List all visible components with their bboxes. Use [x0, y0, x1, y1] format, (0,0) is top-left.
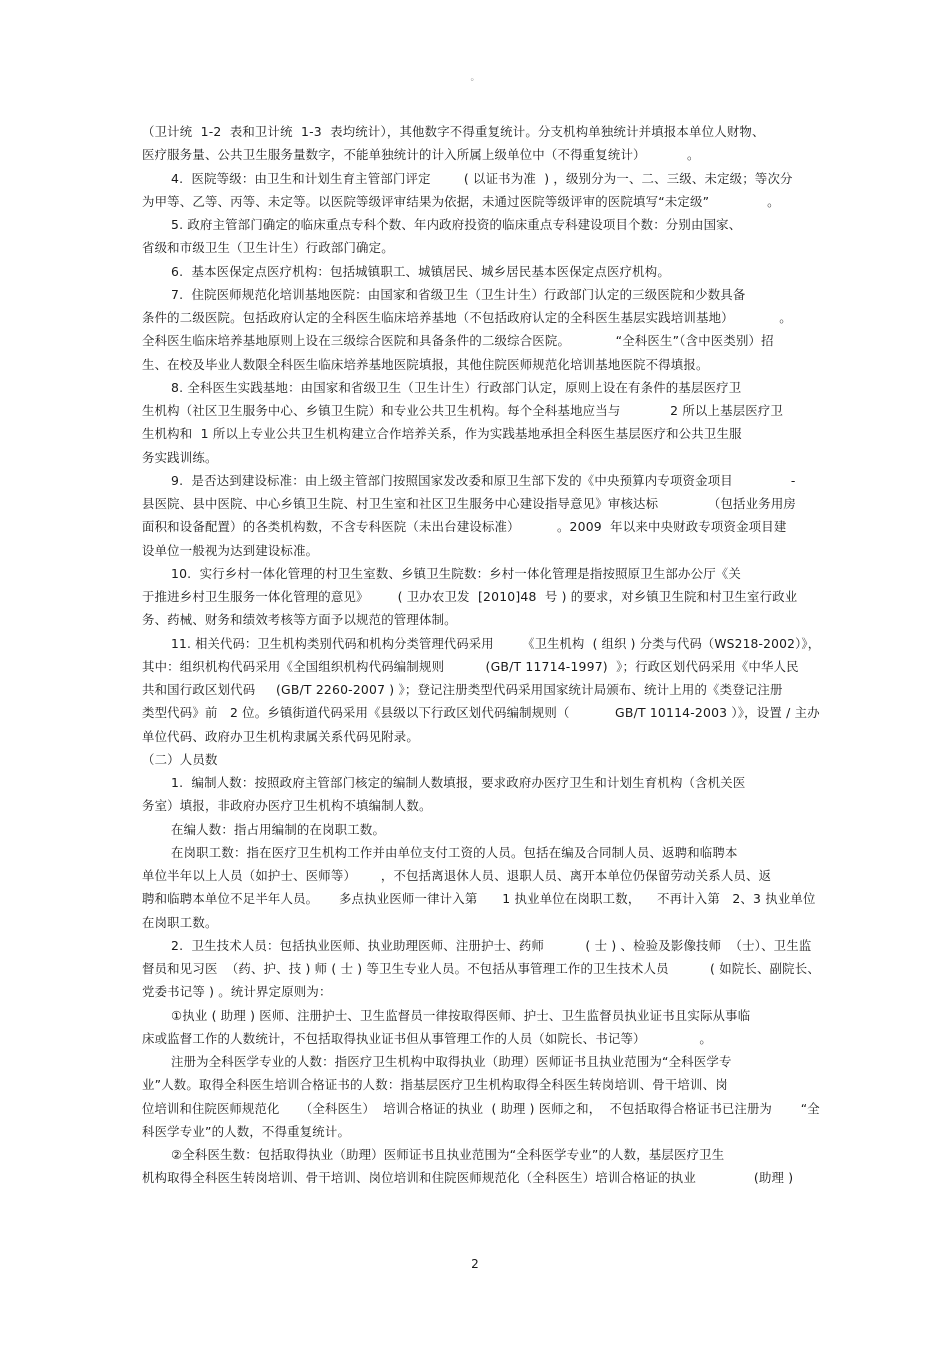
line-text: 单位半年以上人员（如护士、医师等） ，不包括离退休人员、退职人员、离开本单位仍保留劳动关系人员、返	[142, 868, 772, 883]
line-text: 生、在校及毕业人数限全科医生临床培养基地医院填报，其他住院医师规范化培训基地医院不得填报。	[142, 356, 709, 372]
line-text: 共和国行政区划代码 (GB/T 2260-2007 ) 》；登记注册类型代码采用国家统计局颁布、统计上用的《类登记注册	[142, 682, 783, 697]
text-line	[142, 678, 820, 701]
text-line	[142, 887, 820, 910]
text-line	[142, 1004, 820, 1027]
text-line	[142, 957, 820, 980]
text-line	[142, 841, 820, 864]
text-line	[142, 399, 820, 422]
line-text: 于推进乡村卫生服务一体化管理的意见》 ( 卫办农卫发 [2010]48 号 ) 的要求，对乡镇卫生院和村卫生室行政业	[142, 589, 798, 604]
text-line	[142, 1143, 820, 1166]
text-line	[142, 446, 820, 469]
text-line	[142, 1166, 820, 1189]
line-text: 党委书记等 ) 。统计界定原则为：	[142, 984, 332, 1000]
line-text: 类型代码》前 2 位。乡镇街道代码采用《县级以下行政区划代码编制规则（ GB/T 10114-2003 ）》，设置 / 主办	[142, 705, 820, 721]
text-line	[142, 469, 820, 492]
line-text: 在岗职工数：指在医疗卫生机构工作并由单位支付工资的人员。包括在编及合同制人员、返聘和临聘本	[171, 844, 738, 860]
line-text: 6. 基本医保定点医疗机构：包括城镇职工、城镇居民、城乡居民基本医保定点医疗机构。	[171, 263, 670, 279]
line-text: 务实践训练。	[142, 449, 218, 465]
text-line	[142, 353, 820, 376]
line-text: 医疗服务量、公共卫生服务量数字，不能单独统计的计入所属上级单位中（不得重复统计） 。	[142, 147, 700, 163]
line-text: 注册为全科医学专业的人数：指医疗卫生机构中取得执业（助理）医师证书且执业范围为“全科医学专	[171, 1054, 732, 1069]
line-text: （卫计统 1-2 表和卫计统 1-3 表均统计），其他数字不得重复统计。分支机构单独统计并填报本单位人财物、	[142, 124, 765, 139]
text-line	[142, 1097, 820, 1120]
text-line	[142, 980, 820, 1003]
text-line	[142, 1027, 820, 1050]
text-line	[142, 422, 820, 445]
text-line	[142, 1073, 820, 1096]
line-text: 县医院、县中医院、中心乡镇卫生院、村卫生室和社区卫生服务中心建设指导意见》审核达标 （包括业务用房	[142, 496, 797, 511]
header-mark: 。	[470, 73, 480, 83]
line-text: 9. 是否达到建设标准：由上级主管部门按照国家发改委和原卫生部下发的《中央预算内专项资金项目 -	[171, 472, 796, 488]
text-line	[142, 492, 820, 515]
line-text: 科医学专业”的人数，不得重复统计。	[142, 1123, 351, 1139]
text-line	[142, 539, 820, 562]
line-text: 在岗职工数。	[142, 914, 218, 930]
text-line	[142, 143, 820, 166]
text-line	[142, 376, 820, 399]
line-text: 为甲等、乙等、丙等、未定等。以医院等级评审结果为依据，未通过医院等级评审的医院填写“未定级” 。	[142, 193, 780, 209]
line-text: 床或监督工作的人数统计，不包括取得执业证书但从事管理工作的人员（如院长、书记等） 。	[142, 1030, 713, 1046]
text-line	[142, 1050, 820, 1073]
text-line	[142, 306, 820, 329]
document-body	[142, 120, 820, 1190]
text-line	[142, 632, 820, 655]
line-text: 面积和设备配置）的各类机构数，不含专科医院（未出台建设标准） 。2009 年以来中央财政专项资金项目建	[142, 519, 787, 535]
text-line	[142, 190, 820, 213]
text-line	[142, 818, 820, 841]
line-text: 聘和临聘本单位不足半年人员。 多点执业医师一律计入第 1 执业单位在岗职工数， 不再计入第 2、3 执业单位	[142, 891, 816, 907]
line-text: 7. 住院医师规范化培训基地医院：由国家和省级卫生（卫生计生）行政部门认定的三级医院和少数具备	[171, 286, 746, 302]
text-line	[142, 725, 820, 748]
line-text: 设单位一般视为达到建设标准。	[142, 542, 319, 558]
line-text: 在编人数：指占用编制的在岗职工数。	[171, 821, 386, 837]
text-line	[142, 794, 820, 817]
text-line	[142, 213, 820, 236]
text-line	[142, 515, 820, 538]
text-line	[142, 701, 820, 724]
line-text: ①执业 ( 助理 ) 医师、注册护士、卫生监督员一律按取得医师、护士、卫生监督员执业证书且实际从事临	[171, 1007, 751, 1023]
line-text: 位培训和住院医师规范化 （全科医生） 培训合格证的执业 ( 助理 ) 医师之和， 不包括取得合格证书已注册为 “全	[142, 1100, 820, 1116]
line-text: 生机构和 1 所以上专业公共卫生机构建立合作培养关系，作为实践基地承担全科医生基层医疗和公共卫生服	[142, 426, 742, 442]
line-text: （二）人员数	[142, 751, 218, 767]
line-text: 11. 相关代码：卫生机构类别代码和机构分类管理代码采用 《卫生机构 ( 组织 ) 分类与代码（WS218-2002）》，	[171, 635, 821, 651]
text-line	[142, 911, 820, 934]
line-text: 2. 卫生技术人员：包括执业医师、执业助理医师、注册护士、药师 ( 士 ) 、检验及影像技师 （士）、卫生监	[171, 937, 812, 953]
text-line	[142, 585, 820, 608]
line-text: 务室）填报，非政府办医疗卫生机构不填编制人数。	[142, 798, 432, 814]
line-text: 1. 编制人数：按照政府主管部门核定的编制人数填报，要求政府办医疗卫生和计划生育机构（含机关医	[171, 775, 746, 790]
text-line	[142, 120, 820, 143]
line-text: 8. 全科医生实践基地：由国家和省级卫生（卫生计生）行政部门认定，原则上设在有条件的基层医疗卫	[171, 379, 742, 395]
text-line	[142, 167, 820, 190]
text-line	[142, 236, 820, 259]
line-text: 4. 医院等级：由卫生和计划生育主管部门评定 ( 以证书为准 ) ，级别分为一、二、三级、未定级；等次分	[171, 170, 793, 186]
line-text: 全科医生临床培养基地原则上设在三级综合医院和具备条件的二级综合医院。 “全科医生”（含中医类别）招	[142, 333, 774, 349]
line-text: 业”人数。取得全科医生培训合格证书的人数：指基层医疗卫生机构取得全科医生转岗培训、骨干培训、岗	[142, 1077, 728, 1093]
line-text: 其中：组织机构代码采用《全国组织机构代码编制规则 (GB/T 11714-1997) 》；行政区划代码采用《中华人民	[142, 658, 799, 674]
line-text: 督员和见习医 （药、护、技 ) 师 ( 士 ) 等卫生专业人员。不包括从事管理工作的卫生技术人员 ( 如院长、副院长、	[142, 961, 820, 976]
text-line	[142, 934, 820, 957]
page-number: 2	[471, 1257, 479, 1271]
line-text: 机构取得全科医生转岗培训、骨干培训、岗位培训和住院医师规范化（全科医生）培训合格证的执业 (助理 )	[142, 1170, 794, 1186]
line-text: 生机构（社区卫生服务中心、乡镇卫生院）和专业公共卫生机构。每个全科基地应当与 2 所以上基层医疗卫	[142, 403, 784, 418]
text-line	[142, 864, 820, 887]
line-text: ②全科医生数：包括取得执业（助理）医师证书且执业范围为“全科医学专业”的人数，基层医疗卫生	[171, 1147, 725, 1162]
text-line	[142, 260, 820, 283]
text-line	[142, 1120, 820, 1143]
text-line	[142, 771, 820, 794]
text-line	[142, 329, 820, 352]
text-line	[142, 283, 820, 306]
text-line	[142, 608, 820, 631]
text-line	[142, 748, 820, 771]
line-text: 单位代码、政府办卫生机构隶属关系代码见附录。	[142, 728, 419, 744]
line-text: 10. 实行乡村一体化管理的村卫生室数、乡镇卫生院数：乡村一体化管理是指按照原卫生部办公厅《关	[171, 565, 741, 581]
text-line	[142, 655, 820, 678]
text-line	[142, 562, 820, 585]
line-text: 省级和市级卫生（卫生计生）行政部门确定。	[142, 240, 394, 256]
line-text: 务、药械、财务和绩效考核等方面予以规范的管理体制。	[142, 612, 457, 628]
line-text: 条件的二级医院。包括政府认定的全科医生临床培养基地（不包括政府认定的全科医生基层实践培训基地） 。	[142, 310, 792, 325]
line-text: 5. 政府主管部门确定的临床重点专科个数、年内政府投资的临床重点专科建设项目个数：分别由国家、	[171, 217, 742, 232]
